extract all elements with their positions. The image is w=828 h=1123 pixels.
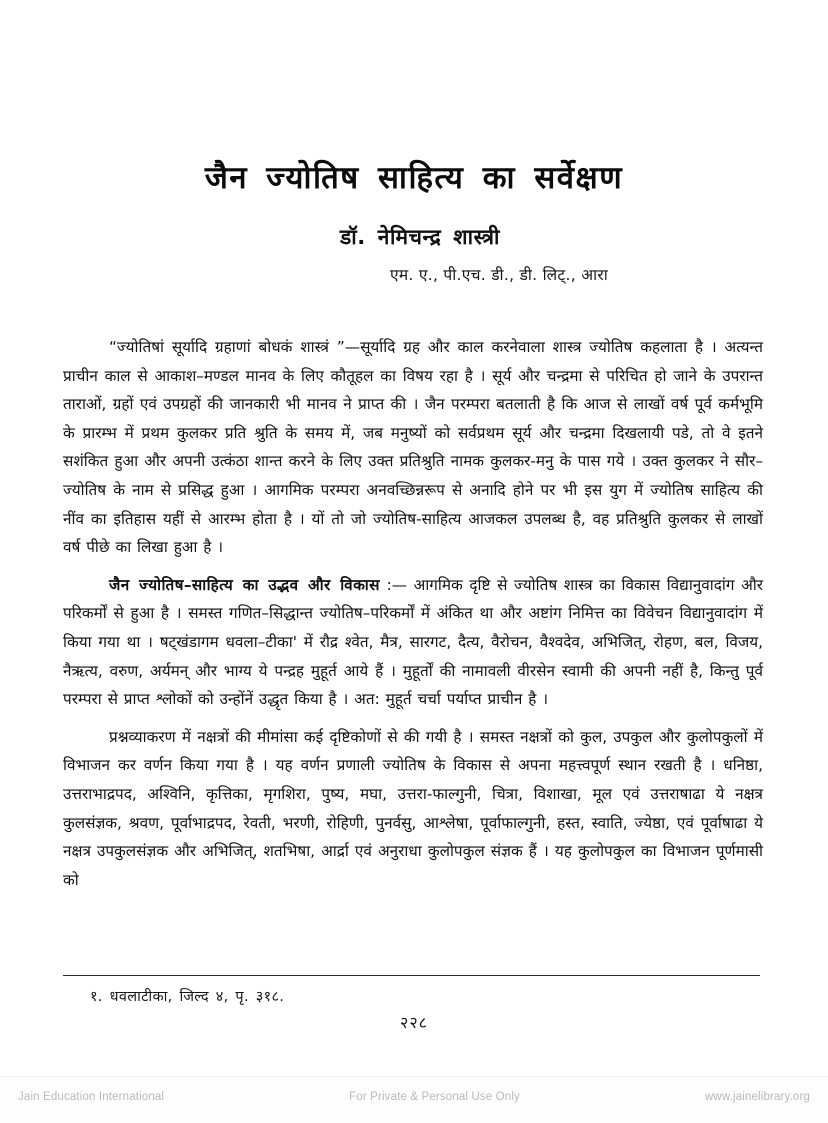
paragraph-3 [63, 723, 763, 895]
library-footer-bar [0, 1076, 828, 1123]
paragraph-1-text: “ज्योतिषां सूर्यादि ग्रहाणां बोधकं शास्त्रं ”—सूर्यादि ग्रह और काल करनेवाला शास्त्र ज्योतिष कहलाता है । अत्यन्त प्राचीन काल से आकाश–मण्डल मानव के लिए कौतूहल का विषय रहा है । सूर्य और चन्द्रमा से परिचित हो जाने के उपरान्त ताराओं, ग्रहों एवं उपग्रहों की जानकारी भी मानव ने प्राप्त की । जैन परम्परा बतलाती है कि आज से लाखों वर्ष पूर्व कर्मभूमि के प्रारम्भ में प्रथम कुलकर प्रति श्रुति के समय में, जब मनुष्यों को सर्वप्रथम सूर्य और चन्द्रमा दिखलायी पडे, तो वे इतने सशंकित हुआ और अपनी उत्कंठा शान्त करने के लिए उक्त प्रतिश्रुति नामक कुलकर-मनु के पास गये । उक्त कुलकर ने सौर–ज्योतिष के नाम से प्रसिद्ध हुआ । आगमिक परम्परा अनवच्छिन्नरूप से अनादि होने पर भी इस युग में ज्योतिष साहित्य की नींव का इतिहास यहीं से आरम्भ होता है । यों तो जो ज्योतिष-साहित्य आजकल उपलब्ध है, वह प्रतिश्रुति कुलकर से लाखों वर्ष पीछे का लिखा हुआ है । [63, 338, 763, 557]
author-credentials: एम. ए., पी.एच. डी., डी. लिट्., आरा [389, 266, 609, 285]
footnote-text: १. धवलाटीका, जिल्द ४, पृ. ३१८. [90, 989, 285, 1005]
paragraph-2 [63, 571, 763, 714]
footer-website-url[interactable]: www.jainelibrary.org [704, 1091, 810, 1103]
page-title: जैन ज्योतिष साहित्य का सर्वेक्षण [204, 160, 624, 196]
footer-usage-notice: For Private & Personal Use Only [349, 1091, 520, 1103]
paragraph-2-text: :— आगमिक दृष्टि से ज्योतिष शास्त्र का विकास विद्यानुवादांग और परिकर्मों से हुआ है । समस्त गणित–सिद्धान्त ज्योतिष–परिकर्मों में अंकित था और अष्टांग निमित्त का विवेचन विद्यानुवादांग में किया गया था । षट्खंडागम धवला–टीका' में रौद्र श्वेत, मैत्र, सारगट, दैत्य, वैरोचन, वैश्वदेव, अभिजित्, रोहण, बल, विजय, नैऋत्य, वरुण, अर्यमन् और भाग्य ये पन्द्रह मुहूर्त आये हैं । मुहूर्तों की नामावली वीरसेन स्वामी की अपनी नहीं है, किन्तु पूर्व परम्परा से प्राप्त श्लोकों को उन्होंनें उद्धृत किया है । अत: मुहूर्त चर्चा पर्याप्त प्राचीन है । [63, 575, 763, 709]
body-text-column [63, 333, 763, 903]
title-block [0, 160, 828, 285]
paragraph-3-text: प्रश्नव्याकरण में नक्षत्रों की मीमांसा कई दृष्टिकोणों से की गयी है । समस्त नक्षत्रों को कुल, उपकुल और कुलोपकुलों में विभाजन कर वर्णन किया गया है । यह वर्णन प्रणाली ज्योतिष के विकास से अपना महत्त्वपूर्ण स्थान रखती है । धनिष्ठा, उत्तराभाद्रपद, अश्विनि, कृत्तिका, मृगशिरा, पुष्य, मघा, उत्तरा-फाल्गुनी, चित्रा, विशाखा, मूल एवं उत्तराषाढा ये नक्षत्र कुलसंज्ञक, श्रवण, पूर्वाभाद्रपद, रेवती, भरणी, रोहिणी, पुनर्वसु, आश्लेषा, पूर्वाफाल्गुनी, हस्त, स्वाति, ज्येष्ठा, एवं पूर्वाषाढा ये नक्षत्र उपकुलसंज्ञक और अभिजित्, शतभिषा, आर्द्रा एवं अनुराधा कुलोपकुल संज्ञक हैं । यह कुलोपकुल का विभाजन पूर्णमासी को [63, 727, 763, 889]
page-number: २२८ [400, 1013, 428, 1032]
author-name: डॉ. नेमिचन्द्र शास्त्री [339, 225, 501, 250]
paragraph-1 [63, 333, 763, 562]
library-footer-inner [18, 1091, 810, 1103]
footnote-separator-rule [63, 975, 760, 976]
section-heading-inline: जैन ज्योतिष–साहित्य का उद्भव और विकास [109, 575, 380, 594]
footer-organization: Jain Education International [18, 1091, 165, 1103]
